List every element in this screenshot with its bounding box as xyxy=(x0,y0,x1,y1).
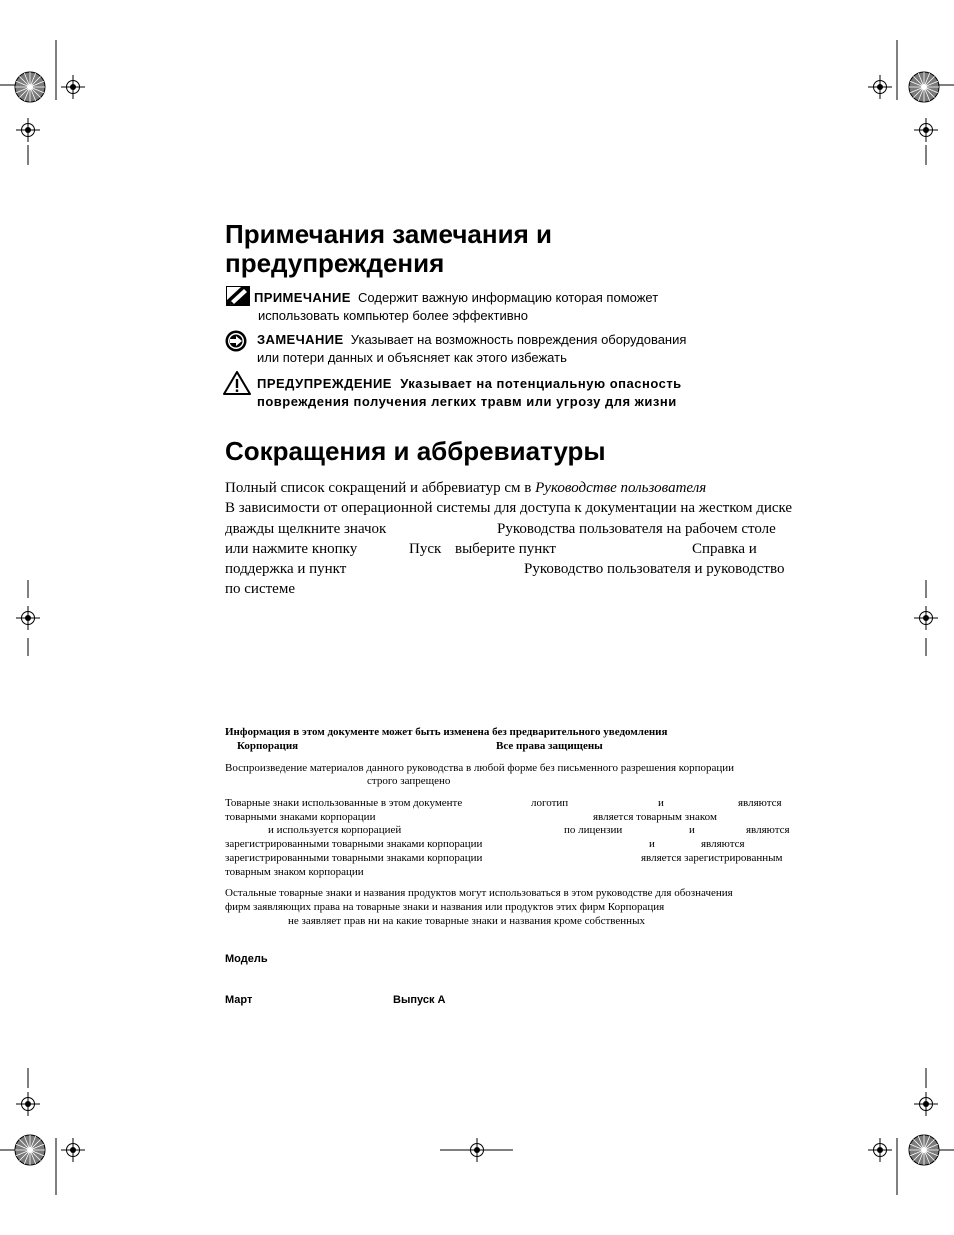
caution-text-line2: или потери данных и объясняет как этого избежать xyxy=(257,350,567,365)
section-title-notices xyxy=(225,220,552,278)
abbrev-line-5b: Руководство пользователя и руководство xyxy=(524,561,785,577)
section-title-line1: Примечания замечания и xyxy=(225,219,552,249)
caution-label: ЗАМЕЧАНИЕ xyxy=(257,332,344,347)
legal-info-line: Информация в этом документе может быть изменена без предварительного уведомления xyxy=(225,726,668,738)
abbrev-line-5a: поддержка и пункт xyxy=(225,561,347,577)
caution-block xyxy=(257,331,686,367)
abbrev-line-3a: дважды щелкните значок xyxy=(225,521,387,537)
tm-line3c: и xyxy=(689,824,695,836)
abbrev-line-6: по системе xyxy=(225,581,295,597)
tm-line5a: зарегистрированными товарными знаками корпорации xyxy=(225,852,483,864)
tm-line2b: является товарным знаком xyxy=(593,811,717,823)
abbrev-line-1 xyxy=(225,478,706,498)
abbrev-line-4a: или нажмите кнопку xyxy=(225,541,358,557)
abbrev-line-4c: выберите пункт xyxy=(455,541,556,557)
warning-text-line1: Указывает на потенциальную опасность xyxy=(400,376,682,391)
tm-line1c: и xyxy=(658,797,664,809)
caution-text-line1: Указывает на возможность повреждения оборудования xyxy=(350,332,687,347)
pencil-note-icon xyxy=(226,286,250,306)
note-label: ПРИМЕЧАНИЕ xyxy=(254,290,351,305)
tm-line1d: являются xyxy=(738,797,782,809)
note-text-line2: использовать компьютер более эффективно xyxy=(258,308,529,323)
abbrev-line-3b: Руководства пользователя на рабочем столе xyxy=(497,521,776,537)
warning-triangle-icon xyxy=(223,371,251,395)
tm-line5b: является зарегистрированным xyxy=(641,852,783,864)
abbrev-text: Полный список сокращений и аббревиатур см в xyxy=(225,480,532,496)
caution-arrow-icon xyxy=(225,330,247,352)
tm-line1b: логотип xyxy=(531,797,569,809)
abbrev-line-4b: Пуск xyxy=(409,541,442,557)
tm-line3d: являются xyxy=(746,824,790,836)
note-text-line1: Содержит важную информацию которая поможет xyxy=(358,290,659,305)
other-tm-line2: фирм заявляющих права на товарные знаки и названия или продуктов этих фирм Корпорация xyxy=(225,901,665,913)
legal-repro-line2: строго запрещено xyxy=(367,775,451,787)
tm-line3b: по лицензии xyxy=(564,824,623,836)
section-title-line2: предупреждения xyxy=(225,248,445,278)
tm-line4b: и xyxy=(649,838,655,850)
abbrev-line-4d: Справка и xyxy=(692,541,757,557)
model-label: Модель xyxy=(225,953,268,965)
warning-text-line2: повреждения получения легких травм или угрозу для жизни xyxy=(257,394,677,409)
warning-label: ПРЕДУПРЕЖДЕНИЕ xyxy=(257,376,392,391)
section-title-abbreviations: Сокращения и аббревиатуры xyxy=(225,436,606,466)
release-month: Март xyxy=(225,994,253,1006)
note-block xyxy=(254,289,658,325)
tm-line3a: и используется корпорацией xyxy=(268,824,402,836)
user-guide-reference: Руководстве пользователя xyxy=(535,480,707,496)
other-tm-line1: Остальные товарные знаки и названия продуктов могут использоваться в этом руководстве для обозначения xyxy=(225,887,733,899)
tm-line6: товарным знаком корпорации xyxy=(225,866,364,878)
tm-line2a: товарными знаками корпорации xyxy=(225,811,376,823)
release-version: Выпуск A xyxy=(393,994,446,1006)
legal-repro-line1: Воспроизведение материалов данного руководства в любой форме без письменного разрешения корпорации xyxy=(225,762,735,774)
tm-line4c: являются xyxy=(701,838,745,850)
abbrev-line-2: В зависимости от операционной системы для доступа к документации на жестком диске xyxy=(225,500,793,516)
legal-rights: Все права защищены xyxy=(496,740,603,752)
warning-block xyxy=(257,375,682,411)
tm-line1a: Товарные знаки использованные в этом документе xyxy=(225,797,463,809)
other-tm-line3: не заявляет прав ни на какие товарные знаки и названия кроме собственных xyxy=(288,915,645,927)
legal-corporation: Корпорация xyxy=(237,740,299,752)
tm-line4a: зарегистрированными товарными знаками корпорации xyxy=(225,838,483,850)
